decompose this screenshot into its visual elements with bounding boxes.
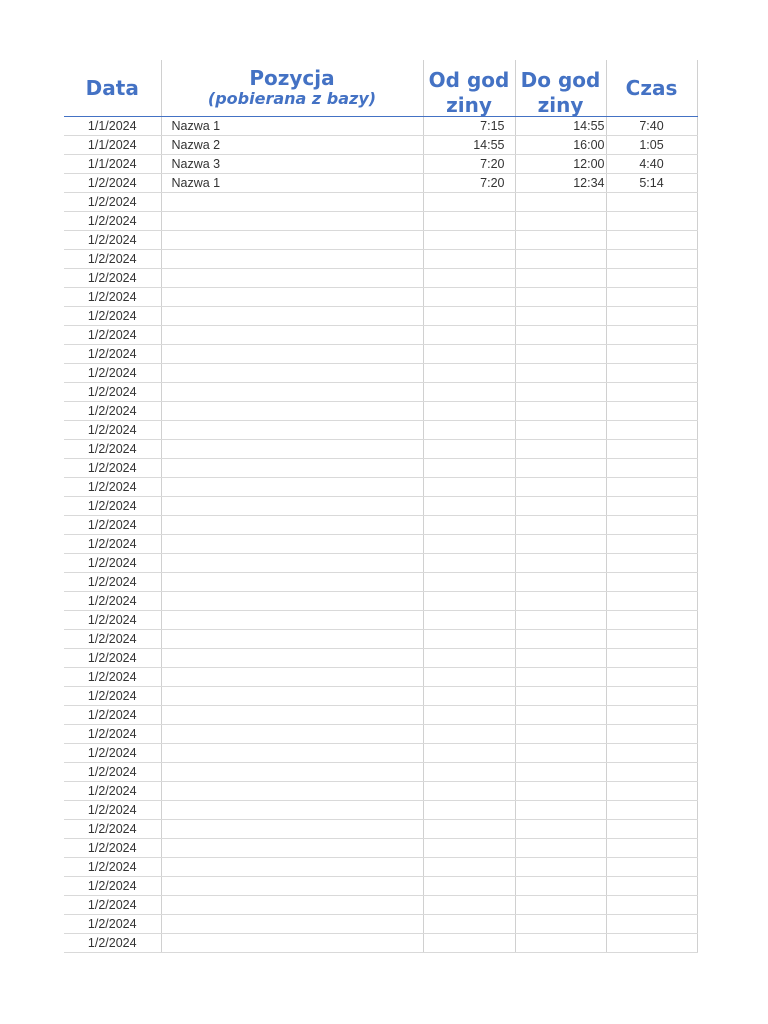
cell-date[interactable]: 1/2/2024 (64, 212, 161, 231)
cell-position[interactable] (161, 782, 423, 801)
table-row (64, 744, 697, 763)
cell-from-hour[interactable] (423, 440, 515, 459)
cell-position[interactable] (161, 307, 423, 326)
cell-position[interactable] (161, 402, 423, 421)
cell-from-hour[interactable] (423, 820, 515, 839)
cell-to-hour[interactable] (515, 421, 606, 440)
table-row (64, 212, 697, 231)
cell-to-hour[interactable] (515, 459, 606, 478)
cell-to-hour[interactable]: 14:55 (515, 117, 606, 136)
cell-from-hour[interactable] (423, 383, 515, 402)
cell-from-hour[interactable] (423, 478, 515, 497)
cell-from-hour[interactable] (423, 288, 515, 307)
cell-from-hour[interactable] (423, 573, 515, 592)
table-row (64, 554, 697, 573)
cell-position[interactable] (161, 649, 423, 668)
header-date[interactable] (64, 60, 161, 117)
table-row (64, 801, 697, 820)
cell-date[interactable]: 1/2/2024 (64, 592, 161, 611)
cell-date[interactable]: 1/2/2024 (64, 649, 161, 668)
table-row (64, 250, 697, 269)
cell-position[interactable] (161, 820, 423, 839)
table-row (64, 782, 697, 801)
cell-date[interactable]: 1/2/2024 (64, 364, 161, 383)
table-header (64, 60, 697, 117)
cell-time[interactable] (606, 877, 697, 896)
cell-to-hour[interactable] (515, 592, 606, 611)
cell-from-hour[interactable] (423, 763, 515, 782)
cell-date[interactable]: 1/2/2024 (64, 934, 161, 953)
header-from-hour-label: Od godziny (428, 68, 510, 117)
table-row (64, 117, 697, 136)
cell-to-hour[interactable] (515, 440, 606, 459)
cell-to-hour[interactable] (515, 269, 606, 288)
cell-date[interactable]: 1/2/2024 (64, 877, 161, 896)
cell-date[interactable]: 1/1/2024 (64, 117, 161, 136)
cell-date[interactable]: 1/2/2024 (64, 896, 161, 915)
cell-time[interactable] (606, 459, 697, 478)
table-row (64, 535, 697, 554)
table-row (64, 307, 697, 326)
cell-from-hour[interactable] (423, 687, 515, 706)
cell-date[interactable]: 1/2/2024 (64, 858, 161, 877)
cell-time[interactable] (606, 402, 697, 421)
cell-position[interactable] (161, 535, 423, 554)
cell-date[interactable]: 1/1/2024 (64, 155, 161, 174)
cell-position[interactable] (161, 592, 423, 611)
cell-to-hour[interactable] (515, 250, 606, 269)
cell-from-hour[interactable] (423, 782, 515, 801)
cell-time[interactable] (606, 326, 697, 345)
table-row (64, 725, 697, 744)
table-row (64, 573, 697, 592)
cell-position[interactable] (161, 630, 423, 649)
cell-date[interactable]: 1/2/2024 (64, 535, 161, 554)
cell-to-hour[interactable] (515, 820, 606, 839)
cell-to-hour[interactable] (515, 364, 606, 383)
cell-from-hour[interactable] (423, 250, 515, 269)
cell-from-hour[interactable] (423, 193, 515, 212)
table-row (64, 193, 697, 212)
cell-time[interactable] (606, 383, 697, 402)
cell-to-hour[interactable] (515, 649, 606, 668)
cell-to-hour[interactable] (515, 402, 606, 421)
cell-date[interactable]: 1/2/2024 (64, 915, 161, 934)
cell-date[interactable]: 1/2/2024 (64, 706, 161, 725)
cell-position[interactable] (161, 193, 423, 212)
cell-from-hour[interactable] (423, 402, 515, 421)
cell-from-hour[interactable] (423, 516, 515, 535)
cell-to-hour[interactable] (515, 497, 606, 516)
cell-position[interactable] (161, 573, 423, 592)
cell-time[interactable] (606, 440, 697, 459)
cell-from-hour[interactable] (423, 611, 515, 630)
table-row (64, 402, 697, 421)
cell-position[interactable] (161, 459, 423, 478)
cell-time[interactable] (606, 212, 697, 231)
cell-time[interactable] (606, 288, 697, 307)
cell-from-hour[interactable] (423, 269, 515, 288)
cell-from-hour[interactable] (423, 459, 515, 478)
cell-date[interactable]: 1/1/2024 (64, 136, 161, 155)
cell-position[interactable] (161, 801, 423, 820)
cell-from-hour[interactable] (423, 630, 515, 649)
cell-position[interactable] (161, 687, 423, 706)
cell-from-hour[interactable]: 7:15 (423, 117, 515, 136)
header-row (64, 60, 697, 117)
cell-from-hour[interactable] (423, 421, 515, 440)
cell-to-hour[interactable] (515, 858, 606, 877)
cell-from-hour[interactable] (423, 934, 515, 953)
cell-to-hour[interactable] (515, 212, 606, 231)
cell-time[interactable] (606, 763, 697, 782)
cell-to-hour[interactable] (515, 687, 606, 706)
cell-to-hour[interactable] (515, 478, 606, 497)
cell-time[interactable] (606, 839, 697, 858)
cell-to-hour[interactable] (515, 744, 606, 763)
cell-from-hour[interactable] (423, 896, 515, 915)
cell-position[interactable] (161, 744, 423, 763)
table-body (64, 117, 697, 953)
header-position-subtitle: (pobierana z bazy) (207, 89, 377, 108)
cell-date[interactable]: 1/2/2024 (64, 250, 161, 269)
cell-date[interactable]: 1/2/2024 (64, 668, 161, 687)
cell-time[interactable] (606, 782, 697, 801)
table-row (64, 516, 697, 535)
cell-to-hour[interactable]: 16:00 (515, 136, 606, 155)
cell-to-hour[interactable] (515, 801, 606, 820)
cell-date[interactable]: 1/2/2024 (64, 440, 161, 459)
cell-date[interactable]: 1/2/2024 (64, 782, 161, 801)
cell-time[interactable] (606, 725, 697, 744)
cell-from-hour[interactable] (423, 744, 515, 763)
cell-to-hour[interactable] (515, 706, 606, 725)
table-row (64, 687, 697, 706)
table-row (64, 345, 697, 364)
cell-date[interactable]: 1/2/2024 (64, 421, 161, 440)
cell-to-hour[interactable] (515, 307, 606, 326)
cell-time[interactable]: 1:05 (606, 136, 697, 155)
cell-time[interactable] (606, 801, 697, 820)
cell-position[interactable]: Nazwa 2 (161, 136, 423, 155)
table-row (64, 136, 697, 155)
cell-to-hour[interactable] (515, 611, 606, 630)
cell-position[interactable] (161, 668, 423, 687)
cell-time[interactable] (606, 573, 697, 592)
cell-position[interactable] (161, 839, 423, 858)
table-row (64, 174, 697, 193)
cell-time[interactable] (606, 934, 697, 953)
cell-date[interactable]: 1/2/2024 (64, 573, 161, 592)
cell-position[interactable] (161, 250, 423, 269)
spreadsheet (64, 60, 697, 953)
header-to-hour[interactable] (515, 60, 606, 117)
cell-to-hour[interactable] (515, 630, 606, 649)
cell-from-hour[interactable] (423, 649, 515, 668)
cell-from-hour[interactable] (423, 858, 515, 877)
cell-from-hour[interactable] (423, 839, 515, 858)
table-row (64, 497, 697, 516)
cell-date[interactable]: 1/2/2024 (64, 383, 161, 402)
cell-date[interactable]: 1/2/2024 (64, 820, 161, 839)
time-log-table (64, 60, 698, 953)
table-row (64, 231, 697, 250)
cell-to-hour[interactable] (515, 725, 606, 744)
cell-from-hour[interactable] (423, 326, 515, 345)
cell-date[interactable]: 1/2/2024 (64, 554, 161, 573)
cell-time[interactable] (606, 478, 697, 497)
cell-position[interactable] (161, 231, 423, 250)
cell-position[interactable] (161, 877, 423, 896)
table-row (64, 820, 697, 839)
cell-position[interactable] (161, 554, 423, 573)
cell-position[interactable] (161, 516, 423, 535)
cell-from-hour[interactable] (423, 706, 515, 725)
cell-to-hour[interactable] (515, 516, 606, 535)
cell-time[interactable] (606, 592, 697, 611)
cell-time[interactable] (606, 535, 697, 554)
cell-date[interactable]: 1/2/2024 (64, 725, 161, 744)
cell-time[interactable] (606, 193, 697, 212)
cell-time[interactable]: 7:40 (606, 117, 697, 136)
cell-time[interactable] (606, 744, 697, 763)
cell-date[interactable]: 1/2/2024 (64, 801, 161, 820)
cell-to-hour[interactable] (515, 231, 606, 250)
header-date-label: Data (85, 76, 139, 100)
cell-time[interactable] (606, 687, 697, 706)
cell-to-hour[interactable] (515, 896, 606, 915)
table-row (64, 383, 697, 402)
cell-time[interactable] (606, 896, 697, 915)
cell-position[interactable] (161, 326, 423, 345)
cell-time[interactable] (606, 307, 697, 326)
cell-position[interactable] (161, 421, 423, 440)
cell-to-hour[interactable] (515, 763, 606, 782)
table-row (64, 915, 697, 934)
cell-time[interactable]: 4:40 (606, 155, 697, 174)
cell-to-hour[interactable] (515, 288, 606, 307)
cell-position[interactable]: Nazwa 1 (161, 117, 423, 136)
cell-date[interactable]: 1/2/2024 (64, 763, 161, 782)
cell-to-hour[interactable] (515, 668, 606, 687)
cell-from-hour[interactable] (423, 212, 515, 231)
cell-date[interactable]: 1/2/2024 (64, 611, 161, 630)
cell-time[interactable] (606, 630, 697, 649)
cell-to-hour[interactable] (515, 915, 606, 934)
cell-to-hour[interactable] (515, 383, 606, 402)
table-row (64, 839, 697, 858)
cell-from-hour[interactable]: 14:55 (423, 136, 515, 155)
header-from-hour[interactable] (423, 60, 515, 117)
cell-from-hour[interactable] (423, 535, 515, 554)
cell-time[interactable] (606, 820, 697, 839)
cell-from-hour[interactable] (423, 497, 515, 516)
table-row (64, 155, 697, 174)
header-position-label: Pozycja (249, 66, 335, 90)
table-row (64, 649, 697, 668)
table-row (64, 421, 697, 440)
table-row (64, 858, 697, 877)
cell-time[interactable] (606, 611, 697, 630)
table-row (64, 611, 697, 630)
cell-to-hour[interactable] (515, 839, 606, 858)
cell-time[interactable] (606, 497, 697, 516)
cell-date[interactable]: 1/2/2024 (64, 744, 161, 763)
cell-date[interactable]: 1/2/2024 (64, 345, 161, 364)
cell-to-hour[interactable] (515, 934, 606, 953)
cell-to-hour[interactable] (515, 554, 606, 573)
table-row (64, 269, 697, 288)
cell-position[interactable] (161, 896, 423, 915)
cell-from-hour[interactable] (423, 307, 515, 326)
cell-from-hour[interactable] (423, 592, 515, 611)
cell-from-hour[interactable] (423, 877, 515, 896)
cell-date[interactable]: 1/2/2024 (64, 478, 161, 497)
cell-from-hour[interactable] (423, 364, 515, 383)
cell-to-hour[interactable] (515, 345, 606, 364)
table-row (64, 934, 697, 953)
cell-date[interactable]: 1/2/2024 (64, 269, 161, 288)
cell-position[interactable] (161, 440, 423, 459)
table-row (64, 668, 697, 687)
cell-from-hour[interactable] (423, 801, 515, 820)
cell-time[interactable] (606, 364, 697, 383)
table-row (64, 592, 697, 611)
table-row (64, 440, 697, 459)
cell-position[interactable]: Nazwa 1 (161, 174, 423, 193)
cell-time[interactable] (606, 516, 697, 535)
cell-to-hour[interactable] (515, 535, 606, 554)
cell-position[interactable] (161, 345, 423, 364)
table-row (64, 763, 697, 782)
cell-date[interactable]: 1/2/2024 (64, 326, 161, 345)
cell-position[interactable] (161, 763, 423, 782)
cell-position[interactable] (161, 934, 423, 953)
table-row (64, 896, 697, 915)
cell-position[interactable] (161, 725, 423, 744)
table-row (64, 364, 697, 383)
table-row (64, 326, 697, 345)
cell-position[interactable] (161, 383, 423, 402)
cell-position[interactable] (161, 288, 423, 307)
cell-date[interactable]: 1/2/2024 (64, 687, 161, 706)
header-to-hour-label: Do godziny (520, 68, 601, 117)
cell-time[interactable]: 5:14 (606, 174, 697, 193)
cell-from-hour[interactable]: 7:20 (423, 155, 515, 174)
cell-date[interactable]: 1/2/2024 (64, 497, 161, 516)
cell-from-hour[interactable] (423, 554, 515, 573)
cell-date[interactable]: 1/2/2024 (64, 307, 161, 326)
cell-from-hour[interactable]: 7:20 (423, 174, 515, 193)
table-row (64, 288, 697, 307)
table-row (64, 459, 697, 478)
cell-date[interactable]: 1/2/2024 (64, 402, 161, 421)
cell-to-hour[interactable]: 12:34 (515, 174, 606, 193)
cell-position[interactable] (161, 611, 423, 630)
cell-position[interactable] (161, 706, 423, 725)
cell-time[interactable] (606, 915, 697, 934)
cell-position[interactable] (161, 858, 423, 877)
cell-position[interactable]: Nazwa 3 (161, 155, 423, 174)
table-row (64, 630, 697, 649)
cell-date[interactable]: 1/2/2024 (64, 630, 161, 649)
cell-position[interactable] (161, 915, 423, 934)
table-row (64, 706, 697, 725)
cell-from-hour[interactable] (423, 725, 515, 744)
cell-to-hour[interactable] (515, 326, 606, 345)
header-time-label: Czas (625, 76, 678, 100)
cell-date[interactable]: 1/2/2024 (64, 231, 161, 250)
cell-time[interactable] (606, 345, 697, 364)
cell-date[interactable]: 1/2/2024 (64, 193, 161, 212)
cell-date[interactable]: 1/2/2024 (64, 174, 161, 193)
cell-time[interactable] (606, 250, 697, 269)
table-row (64, 478, 697, 497)
cell-position[interactable] (161, 497, 423, 516)
cell-time[interactable] (606, 668, 697, 687)
cell-date[interactable]: 1/2/2024 (64, 839, 161, 858)
cell-time[interactable] (606, 554, 697, 573)
table-row (64, 877, 697, 896)
cell-to-hour[interactable] (515, 573, 606, 592)
cell-date[interactable]: 1/2/2024 (64, 459, 161, 478)
cell-time[interactable] (606, 706, 697, 725)
cell-date[interactable]: 1/2/2024 (64, 516, 161, 535)
header-position[interactable] (161, 60, 423, 117)
cell-date[interactable]: 1/2/2024 (64, 288, 161, 307)
cell-to-hour[interactable] (515, 193, 606, 212)
cell-position[interactable] (161, 364, 423, 383)
cell-to-hour[interactable] (515, 877, 606, 896)
cell-time[interactable] (606, 421, 697, 440)
cell-time[interactable] (606, 858, 697, 877)
cell-from-hour[interactable] (423, 668, 515, 687)
cell-from-hour[interactable] (423, 231, 515, 250)
cell-from-hour[interactable] (423, 915, 515, 934)
cell-time[interactable] (606, 649, 697, 668)
cell-position[interactable] (161, 212, 423, 231)
cell-position[interactable] (161, 269, 423, 288)
cell-position[interactable] (161, 478, 423, 497)
header-time[interactable] (606, 60, 697, 117)
cell-time[interactable] (606, 231, 697, 250)
cell-time[interactable] (606, 269, 697, 288)
cell-to-hour[interactable] (515, 782, 606, 801)
cell-to-hour[interactable]: 12:00 (515, 155, 606, 174)
cell-from-hour[interactable] (423, 345, 515, 364)
